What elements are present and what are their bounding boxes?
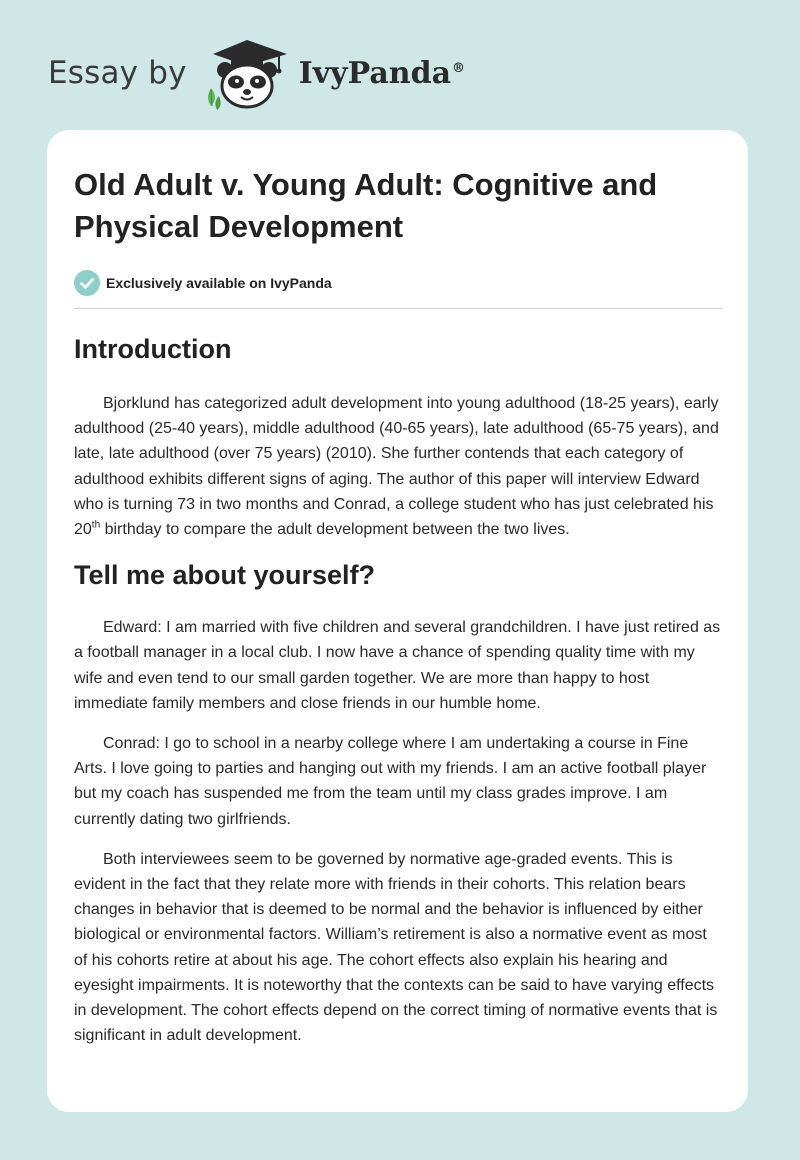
section-heading-introduction: Introduction	[74, 334, 232, 364]
superscript-th: th	[91, 519, 101, 531]
paragraph-edward: Edward: I am married with five children and several grandchildren. I have just retired as a football manager in a local club. I now have a chance of spending quality time with my wife and even tend to our small garden together. We are more than happy to host immediate family members and close friends in our humble home.	[74, 619, 721, 712]
registered-mark: ®	[452, 60, 466, 76]
divider	[74, 308, 722, 309]
essay-by-label: Essay by	[48, 55, 187, 91]
check-circle-icon	[74, 270, 100, 296]
paragraph-introduction: Bjorklund has categorized adult development into young adulthood (18-25 years), early adulthood (25-40 years), middle adulthood (40-65 years), late adulthood (65-75 years), and late, late adulthood (over 75 years) (2010). She further contends that each category of adulthood exhibits different signs of aging. The author of this paper will interview Edward who is turning 73 in two months and Conrad, a college student who has just celebrated his 20th birthday to compare the adult development between the two lives.	[74, 395, 719, 539]
exclusive-badge	[74, 270, 722, 296]
article-card	[47, 130, 748, 1112]
section-heading-tell-me: Tell me about yourself?	[74, 560, 376, 591]
paragraph-conrad: Conrad: I go to school in a nearby college where I am undertaking a course in Fine Arts. I love going to parties and hanging out with my friends. I am an active football player but my coach has suspended me from the team until my class grades improve. I am currently dating two girlfriends.	[74, 735, 707, 828]
site-header	[48, 36, 465, 110]
panda-graduate-icon[interactable]	[201, 36, 293, 110]
exclusive-label: Exclusively available on IvyPanda	[106, 275, 332, 291]
page-title: Old Adult v. Young Adult: Cognitive and Physical Development	[74, 167, 658, 244]
paragraph-both-interviewees: Both interviewees seem to be governed by normative age-graded events. This is evident in the fact that they relate more with friends in their cohorts. This relation bears changes in behavior that is deemed to be normal and the behavior is influenced by either biological or environmental factors. William’s retirement is also a normative event as most of his cohorts retire at about his age. The cohort effects also explain his hearing and eyesight impairments. It is noteworthy that the contexts can be said to have varying effects in development. The cohort effects depend on the correct timing of normative events that is significant in adult development.	[74, 850, 718, 1045]
brand-name[interactable]: IvyPanda®	[298, 55, 466, 91]
